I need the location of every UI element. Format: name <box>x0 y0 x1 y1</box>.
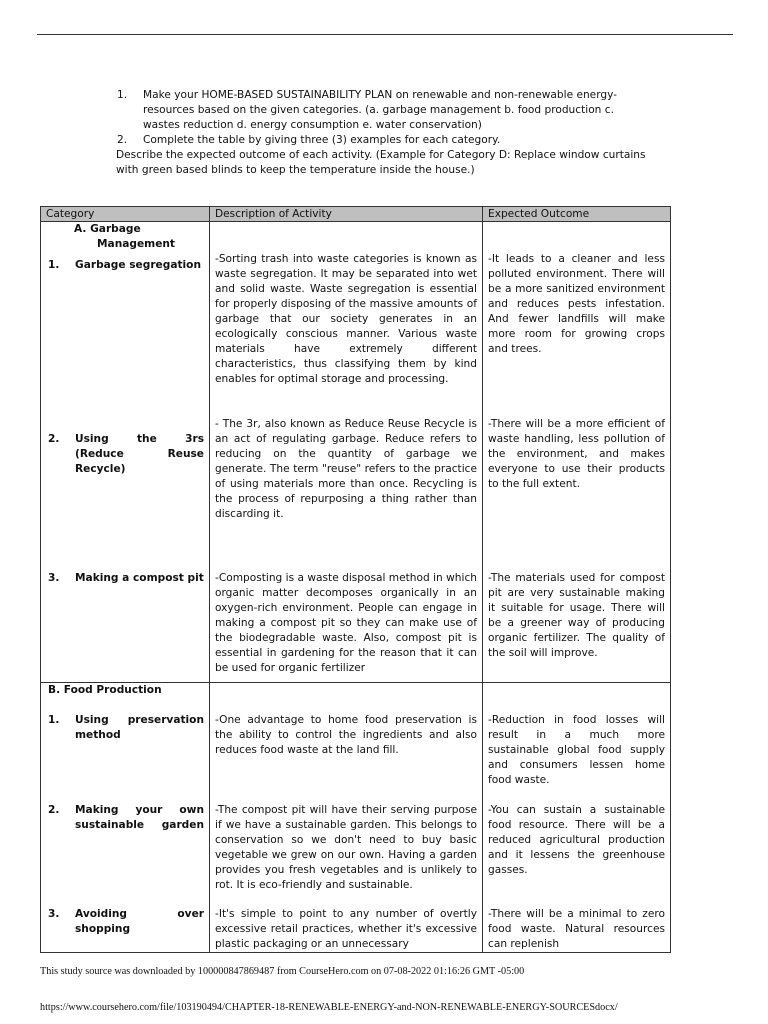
category-preservation-method: 1. Using preservation method <box>48 714 204 741</box>
column-header-description: Description of Activity <box>210 207 483 222</box>
download-note: This study source was downloaded by 100000847869487 from CourseHero.com on 07-08-2022 01:16:26 GMT -05:00 <box>40 966 525 977</box>
category-compost-pit: 3. Making a compost pit <box>48 571 204 584</box>
instruction-number: 2. <box>117 134 128 146</box>
expected-outcome: -The materials used for compost pit are very sustainable making it suitable for usage. There will be a greener way of producing organic fertilizer. The quality of the soil will improve. <box>488 571 665 659</box>
activity-description: -Sorting trash into waste categories is known as waste segregation. It may be separated into wet and solid waste. Waste segregation is essential for properly disposing of the massive amounts of garbage that our society generates in an ecologically conscious manner. Various waste materials have extremely different characteristics, thus classifying them by kind enables for optimal storage and processing. <box>215 253 477 385</box>
table-row <box>41 544 671 683</box>
expected-outcome: -You can sustain a sustainable food resource. There will be a reduced agricultural production and it lessens the greenhouse gasses. <box>488 803 665 876</box>
expected-outcome: -There will be a minimal to zero food waste. Natural resources can replenish <box>488 907 665 950</box>
column-header-outcome: Expected Outcome <box>483 207 671 222</box>
category-avoiding-over-shopping: 3. Avoiding over shopping <box>48 907 204 935</box>
table-row <box>41 799 671 903</box>
table-row <box>41 683 671 799</box>
instruction-note: Describe the expected outcome of each activity. (Example for Category D: Replace window curtains with green based blinds to keep the temperature inside the house.) <box>116 149 646 176</box>
section-title-garbage-management: A. Garbage Management <box>74 223 175 250</box>
table-row <box>41 410 671 544</box>
activity-description: -The compost pit will have their serving purpose if we have a sustainable garden. This belongs to conservation so we don't need to buy basic vegetable we grew on our own. Having a garden provides you fresh vegetables and is unlikely to rot. It is eco-friendly and sustainable. <box>215 803 477 891</box>
table-header-row <box>41 207 671 222</box>
instruction-text: Complete the table by giving three (3) examples for each category. <box>143 134 501 146</box>
section-title-food-production: B. Food Production <box>48 684 162 696</box>
sustainability-plan-table <box>40 206 671 953</box>
category-garbage-segregation: 1. Garbage segregation <box>48 259 201 271</box>
category-3rs: 2. Using the 3rs (Reduce Reuse Recycle) <box>48 432 204 475</box>
table-row <box>41 903 671 953</box>
instruction-number: 1. <box>117 89 128 101</box>
activity-description: - The 3r, also known as Reduce Reuse Recycle is an act of regulating garbage. Reduce refers to reducing on the quantity of garbage we generate. The term "reuse" refers to the practice of using materials more than once. Recycling is the process of repurposing a thing rather than discarding it. <box>215 417 477 520</box>
instruction-text: Make your HOME-BASED SUSTAINABILITY PLAN on renewable and non-renewable energy-resources based on the given categories. (a. garbage management b. food production c. wastes reduction d. energy consumption e. water conservation) <box>143 89 618 131</box>
activity-description: -It's simple to point to any number of overtly excessive retail practices, whether it's excessive plastic packaging or an unnecessary <box>215 907 477 950</box>
activity-description: -One advantage to home food preservation is the ability to control the ingredients and also reduces food waste at the land fill. <box>215 714 477 756</box>
header-rule <box>37 34 733 35</box>
category-sustainable-garden: 2. Making your own sustainable garden <box>48 803 204 831</box>
expected-outcome: -It leads to a cleaner and less polluted environment. There will be a more sanitized environment and reduces pests infestation. And fewer landfills will make more room for growing crops and trees. <box>488 253 665 355</box>
expected-outcome: -Reduction in food losses will result in a much more sustainable global food supply and consumers lessen home food waste. <box>488 714 665 786</box>
activity-description: -Composting is a waste disposal method in which organic matter decomposes organically in an oxygen-rich environment. People can engage in making a compost pit so they can make use of the biodegradable waste. Also, compost pit is essential in gardening for the reason that it can be used for organic fertilizer <box>215 571 477 674</box>
expected-outcome: -There will be a more efficient of waste handling, less pollution of the environment, and makes everyone to use their products to the full extent. <box>488 417 665 490</box>
table-row <box>41 222 671 410</box>
instruction-1 <box>117 88 657 133</box>
source-url[interactable]: https://www.coursehero.com/file/103190494/CHAPTER-18-RENEWABLE-ENERGY-and-NON-RENEWABLE-ENERGY-SOURCESdocx/ <box>40 1002 618 1013</box>
column-header-category: Category <box>41 207 210 222</box>
instruction-2 <box>117 133 657 148</box>
